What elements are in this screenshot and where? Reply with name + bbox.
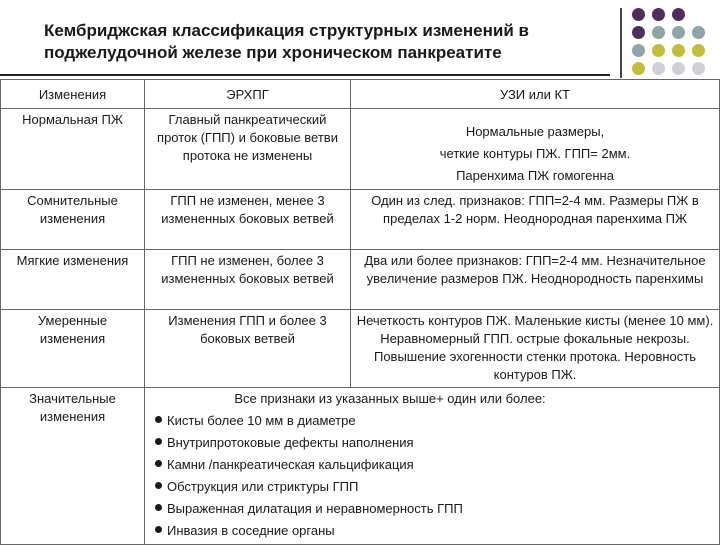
cell-severe-signs [145, 388, 720, 545]
bullet-icon [155, 482, 162, 489]
cell-line: Нормальные размеры, [465, 124, 605, 139]
decor-dot [692, 44, 705, 57]
cell-change: Сомнительные изменения [1, 190, 145, 250]
title-underline [0, 74, 610, 76]
severe-signs-list [155, 410, 715, 542]
list-item-text: Внутрипротоковые дефекты наполнения [167, 435, 414, 450]
list-item-text: Выраженная дилатация и неравномерность ГПП [167, 501, 463, 516]
bullet-icon [155, 504, 162, 511]
decor-dot [652, 8, 665, 21]
decor-dot [692, 62, 705, 75]
cell-line: четкие контуры ПЖ. ГПП= 2мм. [439, 146, 631, 161]
list-item [155, 410, 715, 432]
cell-erhpg: ГПП не изменен, менее 3 измененных боковых ветвей [145, 190, 351, 250]
list-item [155, 476, 715, 498]
bullet-icon [155, 438, 162, 445]
header-erhpg: ЭРХПГ [145, 80, 351, 109]
cell-erhpg: Изменения ГПП и более 3 боковых ветвей [145, 310, 351, 388]
header-changes: Изменения [1, 80, 145, 109]
bullet-icon [155, 416, 162, 423]
table-row [1, 190, 720, 250]
decor-dot [672, 44, 685, 57]
cell-change: Мягкие изменения [1, 250, 145, 310]
list-item [155, 498, 715, 520]
decor-dot [672, 26, 685, 39]
table-row [1, 250, 720, 310]
table-row [1, 388, 720, 545]
cell-change: Умеренные изменения [1, 310, 145, 388]
cell-change: Значительные изменения [1, 388, 145, 545]
bullet-icon [155, 460, 162, 467]
decor-dot [652, 26, 665, 39]
table-header-row [1, 80, 720, 109]
cell-us-ct: Два или более признаков: ГПП=2-4 мм. Незначительное увеличение размеров ПЖ. Неоднородность паренхимы [351, 250, 720, 310]
classification-table [0, 79, 720, 545]
header-us-ct: УЗИ или КТ [351, 80, 720, 109]
cell-us-ct: Нечеткость контуров ПЖ. Маленькие кисты (менее 10 мм). Неравномерный ГПП. острые фокальные некрозы. Повышение эхогенности стенки протока. Неровность контуров ПЖ. [351, 310, 720, 388]
decor-dot [672, 8, 685, 21]
list-item-text: Кисты более 10 мм в диаметре [167, 413, 356, 428]
decor-dot [632, 62, 645, 75]
decorative-dot-grid [632, 8, 708, 78]
vertical-divider [620, 8, 622, 78]
page-title: Кембриджская классификация структурных изменений в поджелудочной железе при хроническом панкреатите [44, 21, 529, 62]
decor-dot [652, 44, 665, 57]
list-item-text: Камни /панкреатическая кальцификация [167, 457, 414, 472]
cell-line: Паренхима ПЖ гомогенна [456, 168, 614, 183]
decor-dot [672, 62, 685, 75]
cell-erhpg: ГПП не изменен, более 3 измененных боковых ветвей [145, 250, 351, 310]
decor-dot [652, 62, 665, 75]
decor-dot [632, 44, 645, 57]
table-row [1, 109, 720, 190]
cell-change: Нормальная ПЖ [1, 109, 145, 190]
severe-lead-text: Все признаки из указанных выше+ один или более: [234, 391, 546, 406]
cell-us-ct: Один из след. признаков: ГПП=2-4 мм. Размеры ПЖ в пределах 1-2 норм. Неоднородная паренхима ПЖ [351, 190, 720, 250]
list-item [155, 520, 715, 542]
decor-dot [692, 26, 705, 39]
list-item-text: Инвазия в соседние органы [167, 523, 335, 538]
cell-erhpg: Главный панкреатический проток (ГПП) и боковые ветви протока не изменены [145, 109, 351, 190]
list-item [155, 432, 715, 454]
bullet-icon [155, 526, 162, 533]
list-item-text: Обструкция или стриктуры ГПП [167, 479, 359, 494]
cell-us-ct [351, 109, 720, 190]
decor-dot [632, 8, 645, 21]
list-item [155, 454, 715, 476]
table-row [1, 310, 720, 388]
decor-dot [632, 26, 645, 39]
